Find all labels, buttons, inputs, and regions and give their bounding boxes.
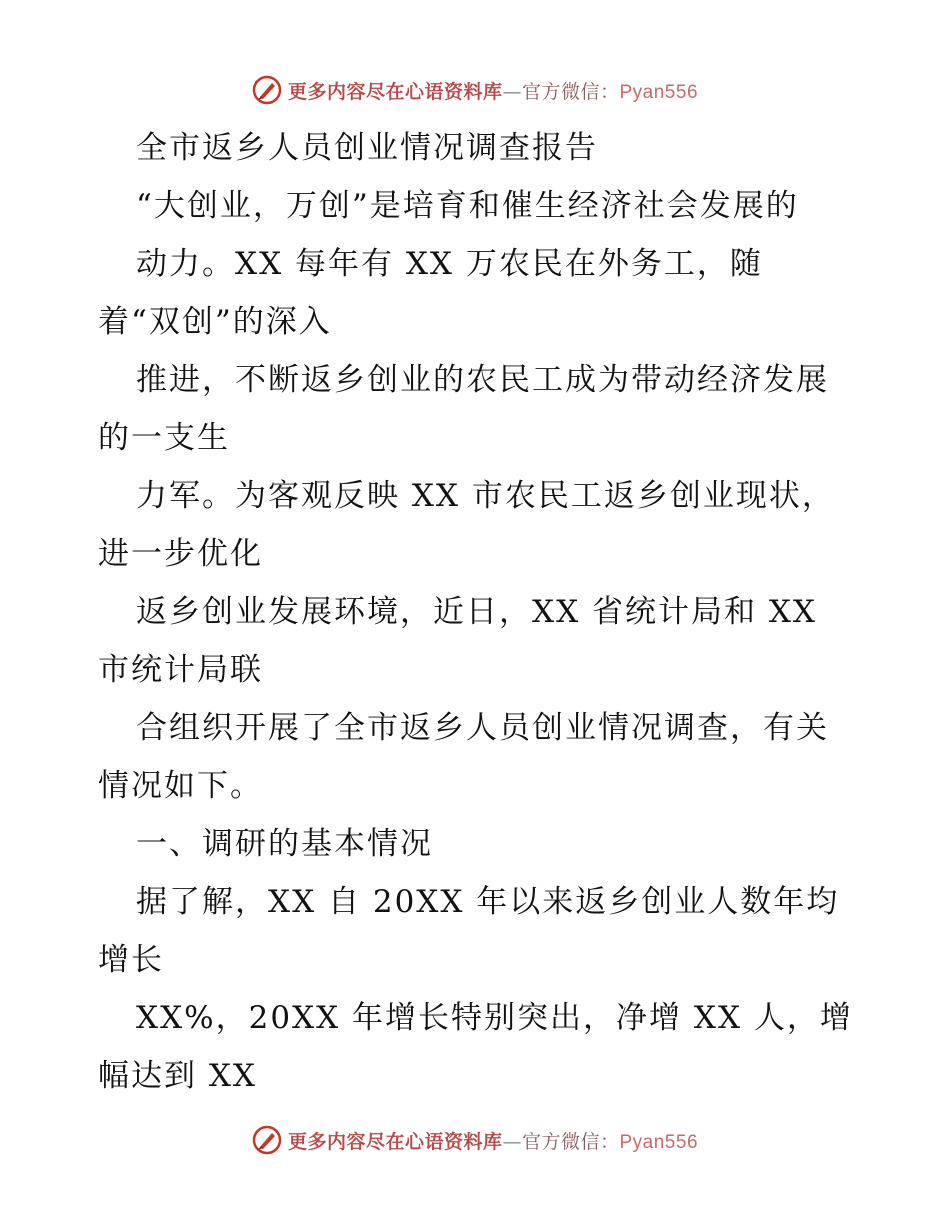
pen-logo-icon (252, 1125, 282, 1155)
banner-label: 官方微信： (521, 1130, 620, 1153)
header-watermark-banner (0, 70, 950, 110)
document-line: 进一步优化 (98, 536, 263, 572)
banner-text (288, 1127, 698, 1154)
banner-text (288, 77, 698, 104)
document-line: 幅达到 XX (98, 1058, 257, 1094)
document-line: 的一支生 (98, 420, 230, 456)
pen-logo-icon (252, 75, 282, 105)
document-line: 情况如下。 (98, 768, 263, 804)
document-line: 合组织开展了全市返乡人员创业情况调查，有关 (136, 710, 829, 746)
document-title: 全市返乡人员创业情况调查报告 (136, 130, 598, 166)
document-line: “大创业，万创”是培育和催生经济社会发展的 (136, 188, 799, 224)
banner-separator: — (502, 80, 522, 103)
document-line: 着“双创”的深入 (98, 304, 332, 340)
banner-account: Pyan556 (619, 1131, 699, 1153)
document-line: 推进，不断返乡创业的农民工成为带动经济发展 (136, 362, 829, 398)
banner-label: 官方微信： (521, 80, 620, 103)
document-line: 动力。XX 每年有 XX 万农民在外务工，随 (136, 246, 763, 282)
banner-brand: 更多内容尽在心语资料库 (287, 80, 503, 103)
document-line: XX%，20XX 年增长特别突出，净增 XX 人，增 (136, 1000, 853, 1036)
document-line: 力军。为客观反映 XX 市农民工返乡创业现状， (136, 478, 835, 514)
banner-brand: 更多内容尽在心语资料库 (287, 1130, 503, 1153)
banner-separator: — (502, 1130, 522, 1153)
document-line: 市统计局联 (98, 652, 263, 688)
document-line: 增长 (98, 942, 164, 978)
document-line: 返乡创业发展环境，近日，XX 省统计局和 XX (136, 594, 817, 630)
banner-account: Pyan556 (619, 81, 699, 103)
document-line: 据了解，XX 自 20XX 年以来返乡创业人数年均 (136, 884, 840, 920)
footer-watermark-banner (0, 1120, 950, 1160)
section-heading: 一、调研的基本情况 (136, 826, 433, 862)
